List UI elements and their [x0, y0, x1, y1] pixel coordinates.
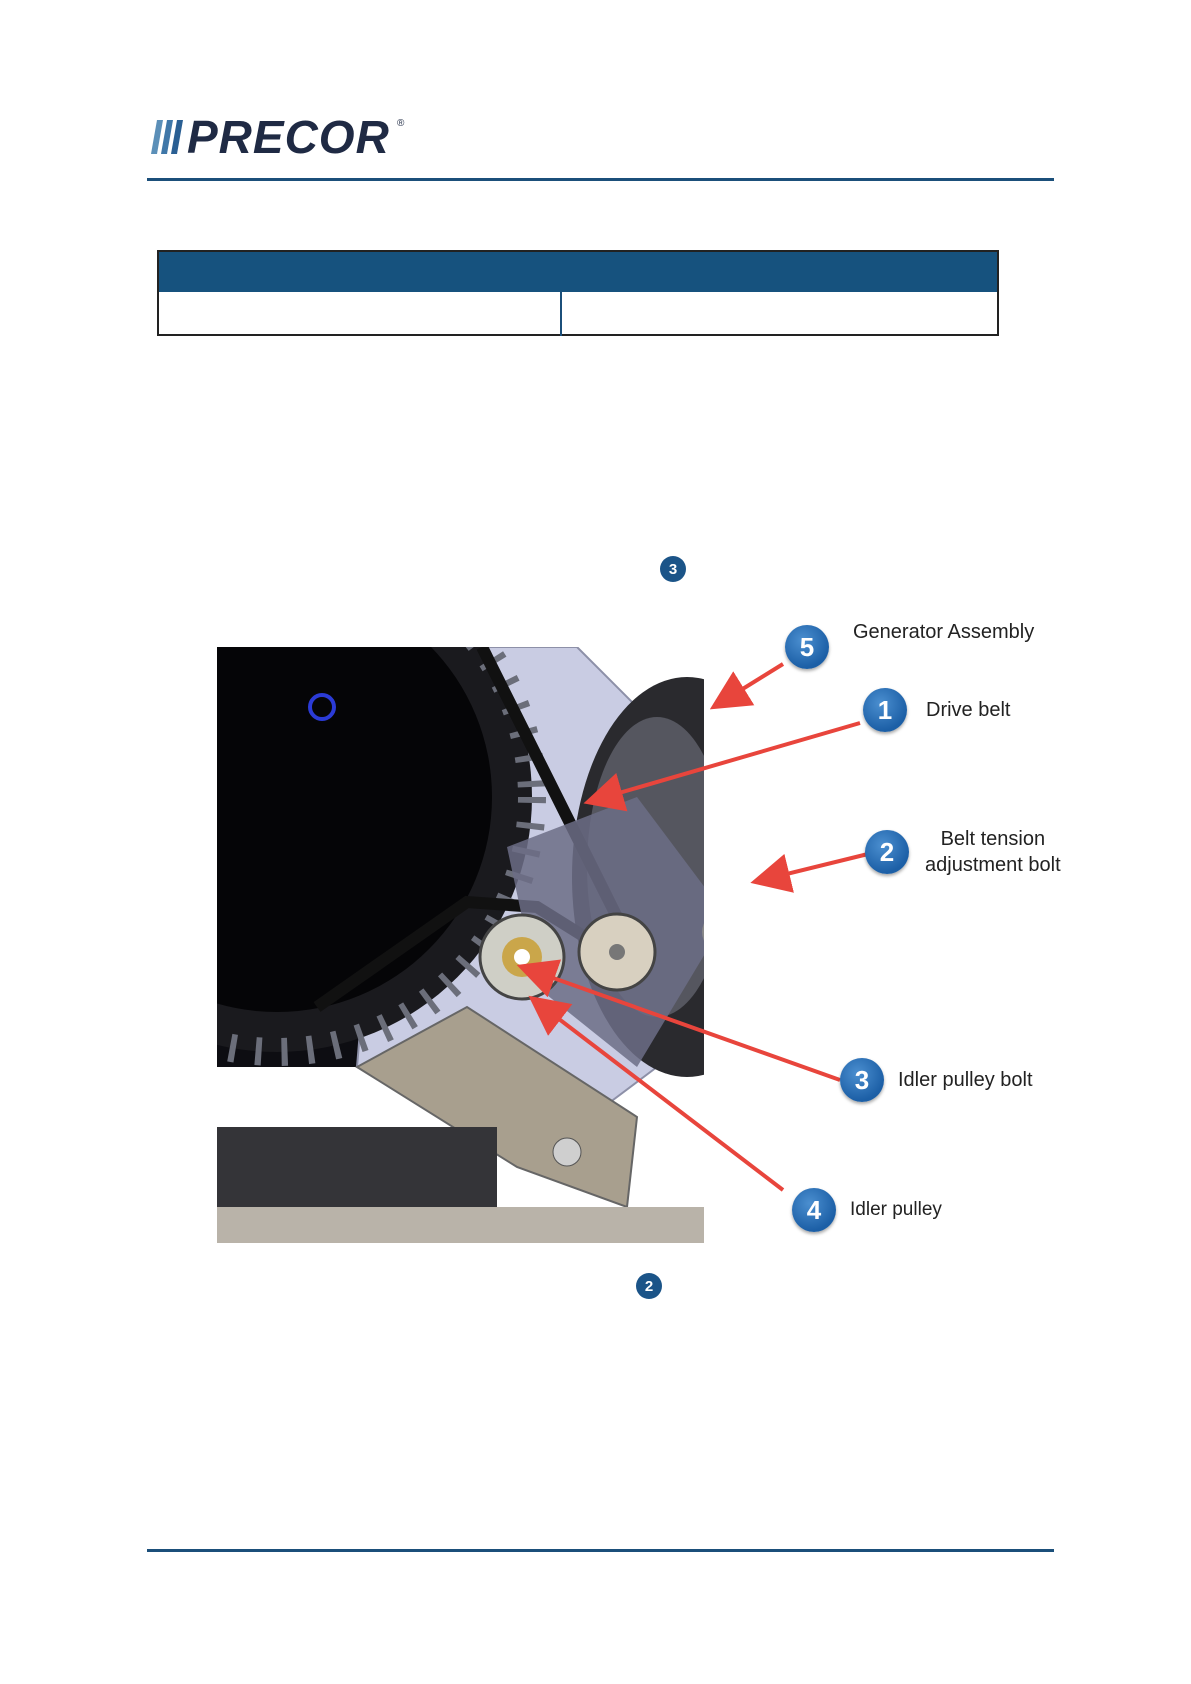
callout-belt-tension-bolt [865, 826, 1061, 878]
callout-number: 2 [865, 830, 909, 874]
callout-generator-assembly [785, 621, 1035, 669]
step-badge-2: 2 [636, 1273, 662, 1299]
callout-number: 4 [792, 1188, 836, 1232]
callout-label: Idler pulley bolt [898, 1069, 1033, 1091]
callout-idler-pulley-bolt [840, 1058, 1033, 1102]
logo-stripes-icon [147, 112, 187, 162]
precor-logo [147, 112, 407, 162]
table-cell-left [159, 292, 562, 336]
callout-number: 1 [863, 688, 907, 732]
footer-rule [147, 1549, 1054, 1552]
callout-idler-pulley [792, 1188, 942, 1232]
registered-mark: ® [397, 118, 405, 129]
table-cell-right [562, 292, 997, 336]
callout-label: Generator Assembly [853, 621, 1035, 643]
callout-label: Belt tension adjustment bolt [925, 828, 1061, 876]
header-rule [147, 178, 1054, 181]
brand-name: PRECOR [187, 111, 390, 163]
generator-assembly-illustration [217, 647, 704, 1243]
info-table [157, 250, 999, 336]
table-header [159, 252, 997, 292]
callout-label: Idler pulley [850, 1199, 942, 1220]
callout-number: 3 [840, 1058, 884, 1102]
step-badge-3: 3 [660, 556, 686, 582]
callout-drive-belt [863, 688, 1010, 732]
callout-number: 5 [785, 625, 829, 669]
callout-label: Drive belt [926, 699, 1011, 721]
